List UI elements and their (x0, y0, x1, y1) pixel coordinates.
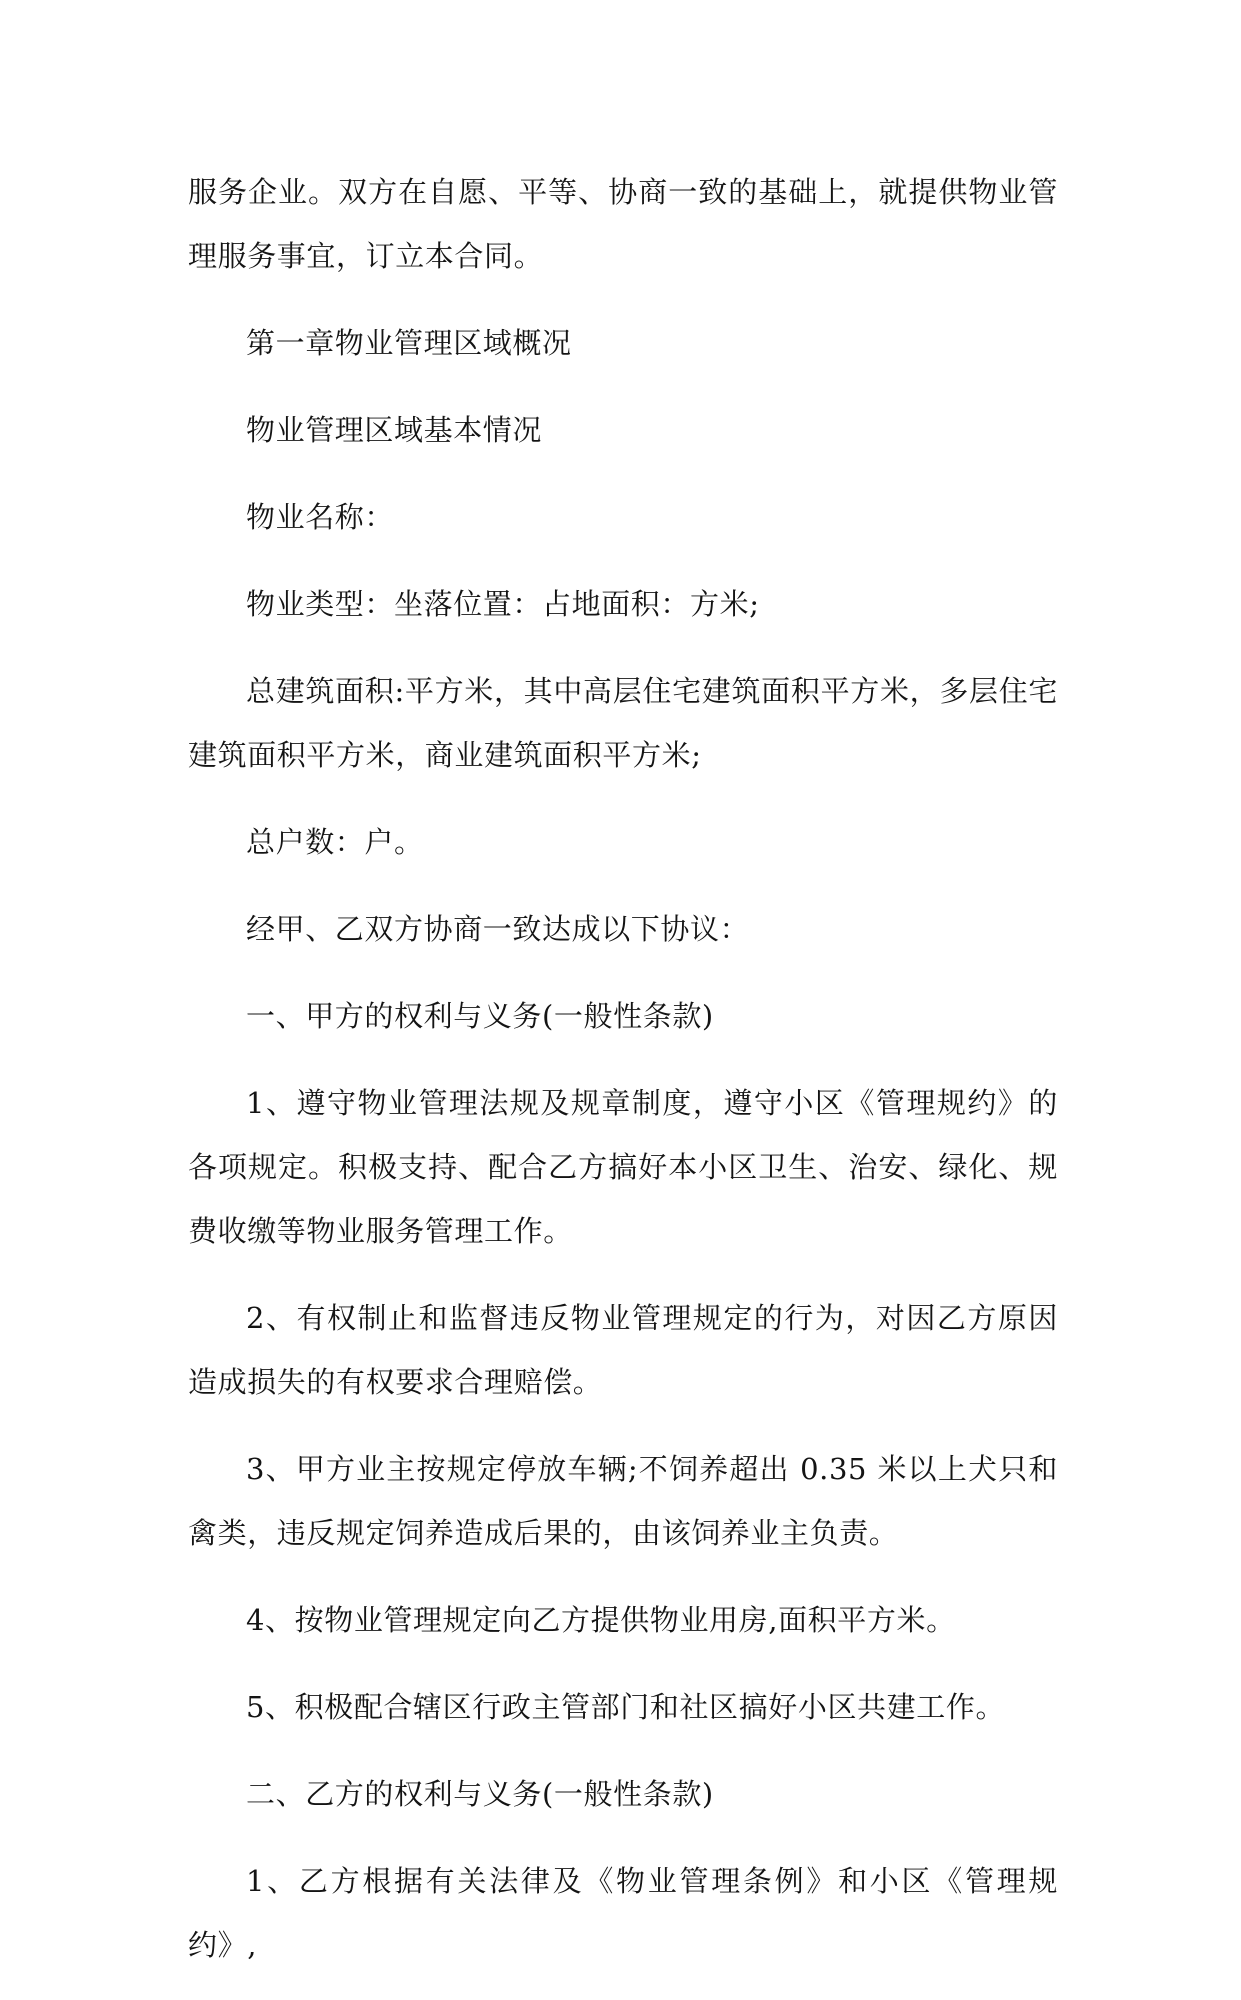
party-a-clause-1: 1、遵守物业管理法规及规章制度，遵守小区《管理规约》的各项规定。积极支持、配合乙方搞好本小区卫生、治安、绿化、规费收缴等物业服务管理工作。 (188, 1086, 1058, 1248)
building-area-line: 总建筑面积:平方米，其中高层住宅建筑面积平方米，多层住宅建筑面积平方米，商业建筑面积平方米; (188, 674, 1058, 772)
agreement-intro: 经甲、乙双方协商一致达成以下协议： (246, 912, 750, 946)
household-count-line: 总户数：户。 (246, 825, 424, 859)
party-a-clause-2: 2、有权制止和监督违反物业管理规定的行为，对因乙方原因造成损失的有权要求合理赔偿。 (188, 1301, 1058, 1399)
section-heading: 物业管理区域基本情况 (246, 413, 543, 447)
party-b-heading: 二、乙方的权利与义务(一般性条款) (246, 1777, 714, 1811)
party-b-clause-1: 1、乙方根据有关法律及《物业管理条例》和小区《管理规约》, (188, 1864, 1058, 1962)
party-a-heading: 一、甲方的权利与义务(一般性条款) (246, 999, 714, 1033)
chapter-heading: 第一章物业管理区域概况 (246, 326, 572, 360)
document-body (188, 160, 1058, 2000)
property-type-line: 物业类型：坐落位置：占地面积：方米; (246, 587, 760, 621)
party-a-clause-5: 5、积极配合辖区行政主管部门和社区搞好小区共建工作。 (246, 1690, 1006, 1724)
party-a-clause-4: 4、按物业管理规定向乙方提供物业用房,面积平方米。 (246, 1603, 956, 1637)
paragraph-1: 服务企业。双方在自愿、平等、协商一致的基础上，就提供物业管理服务事宜，订立本合同。 (188, 175, 1058, 273)
party-a-clause-3: 3、甲方业主按规定停放车辆;不饲养超出 0.35 米以上犬只和禽类，违反规定饲养造成后果的，由该饲养业主负责。 (188, 1452, 1058, 1550)
property-name-line: 物业名称： (246, 500, 395, 534)
